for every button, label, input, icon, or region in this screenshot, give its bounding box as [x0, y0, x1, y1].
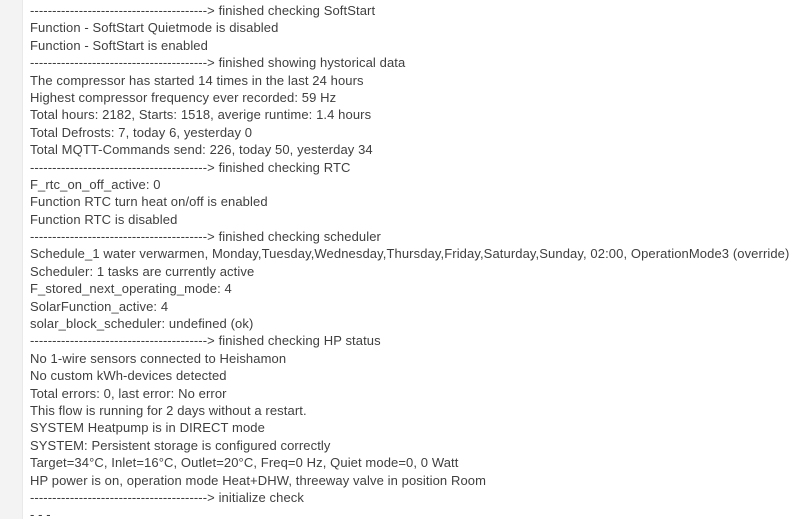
log-line: HP power is on, operation mode Heat+DHW, threeway valve in position Room: [30, 472, 487, 488]
log-line: Total MQTT-Commands send: 226, today 50, yesterday 34: [30, 142, 373, 158]
log-line: This flow is running for 2 days without a restart.: [30, 402, 307, 418]
log-line: ----------------------------------------> initialize check: [30, 489, 304, 505]
log-line: Function - SoftStart Quietmode is disabled: [30, 20, 279, 36]
log-line: Function RTC is disabled: [30, 211, 178, 227]
log-line: SYSTEM: Persistent storage is configured correctly: [30, 437, 331, 453]
log-line: Total hours: 2182, Starts: 1518, averige runtime: 1.4 hours: [30, 107, 372, 123]
log-line: ----------------------------------------> finished checking HP status: [30, 333, 381, 349]
log-line: F_stored_next_operating_mode: 4: [30, 281, 232, 297]
log-line: ----------------------------------------> finished checking RTC: [30, 159, 351, 175]
log-line: ----------------------------------------> finished checking SoftStart: [30, 3, 376, 18]
log-line: solar_block_scheduler: undefined (ok): [30, 316, 254, 332]
log-line: Target=34°C, Inlet=16°C, Outlet=20°C, Freq=0 Hz, Quiet mode=0, 0 Watt: [30, 455, 459, 471]
log-line: Function - SoftStart is enabled: [30, 37, 208, 53]
log-line: No 1-wire sensors connected to Heishamon: [30, 350, 287, 366]
log-line: Schedule_1 water verwarmen, Monday,Tuesday,Wednesday,Thursday,Friday,Saturday,Sunday, 02:00, OperationMode3 (override): [30, 246, 790, 262]
log-line: Scheduler: 1 tasks are currently active: [30, 263, 255, 279]
log-line: Highest compressor frequency ever recorded: 59 Hz: [30, 89, 337, 105]
log-line: Total errors: 0, last error: No error: [30, 385, 227, 401]
log-line: - - -: [30, 507, 51, 519]
log-line: F_rtc_on_off_active: 0: [30, 176, 161, 192]
log-line: Total Defrosts: 7, today 6, yesterday 0: [30, 124, 253, 140]
log-line: SolarFunction_active: 4: [30, 298, 169, 314]
log-line: Function RTC turn heat on/off is enabled: [30, 194, 268, 210]
log-line: ----------------------------------------> finished showing hystorical data: [30, 55, 406, 71]
log-line: The compressor has started 14 times in the last 24 hours: [30, 72, 364, 88]
log-line: SYSTEM Heatpump is in DIRECT mode: [30, 420, 265, 436]
log-line: ----------------------------------------> finished checking scheduler: [30, 229, 381, 245]
log-line: No custom kWh-devices detected: [30, 368, 227, 384]
